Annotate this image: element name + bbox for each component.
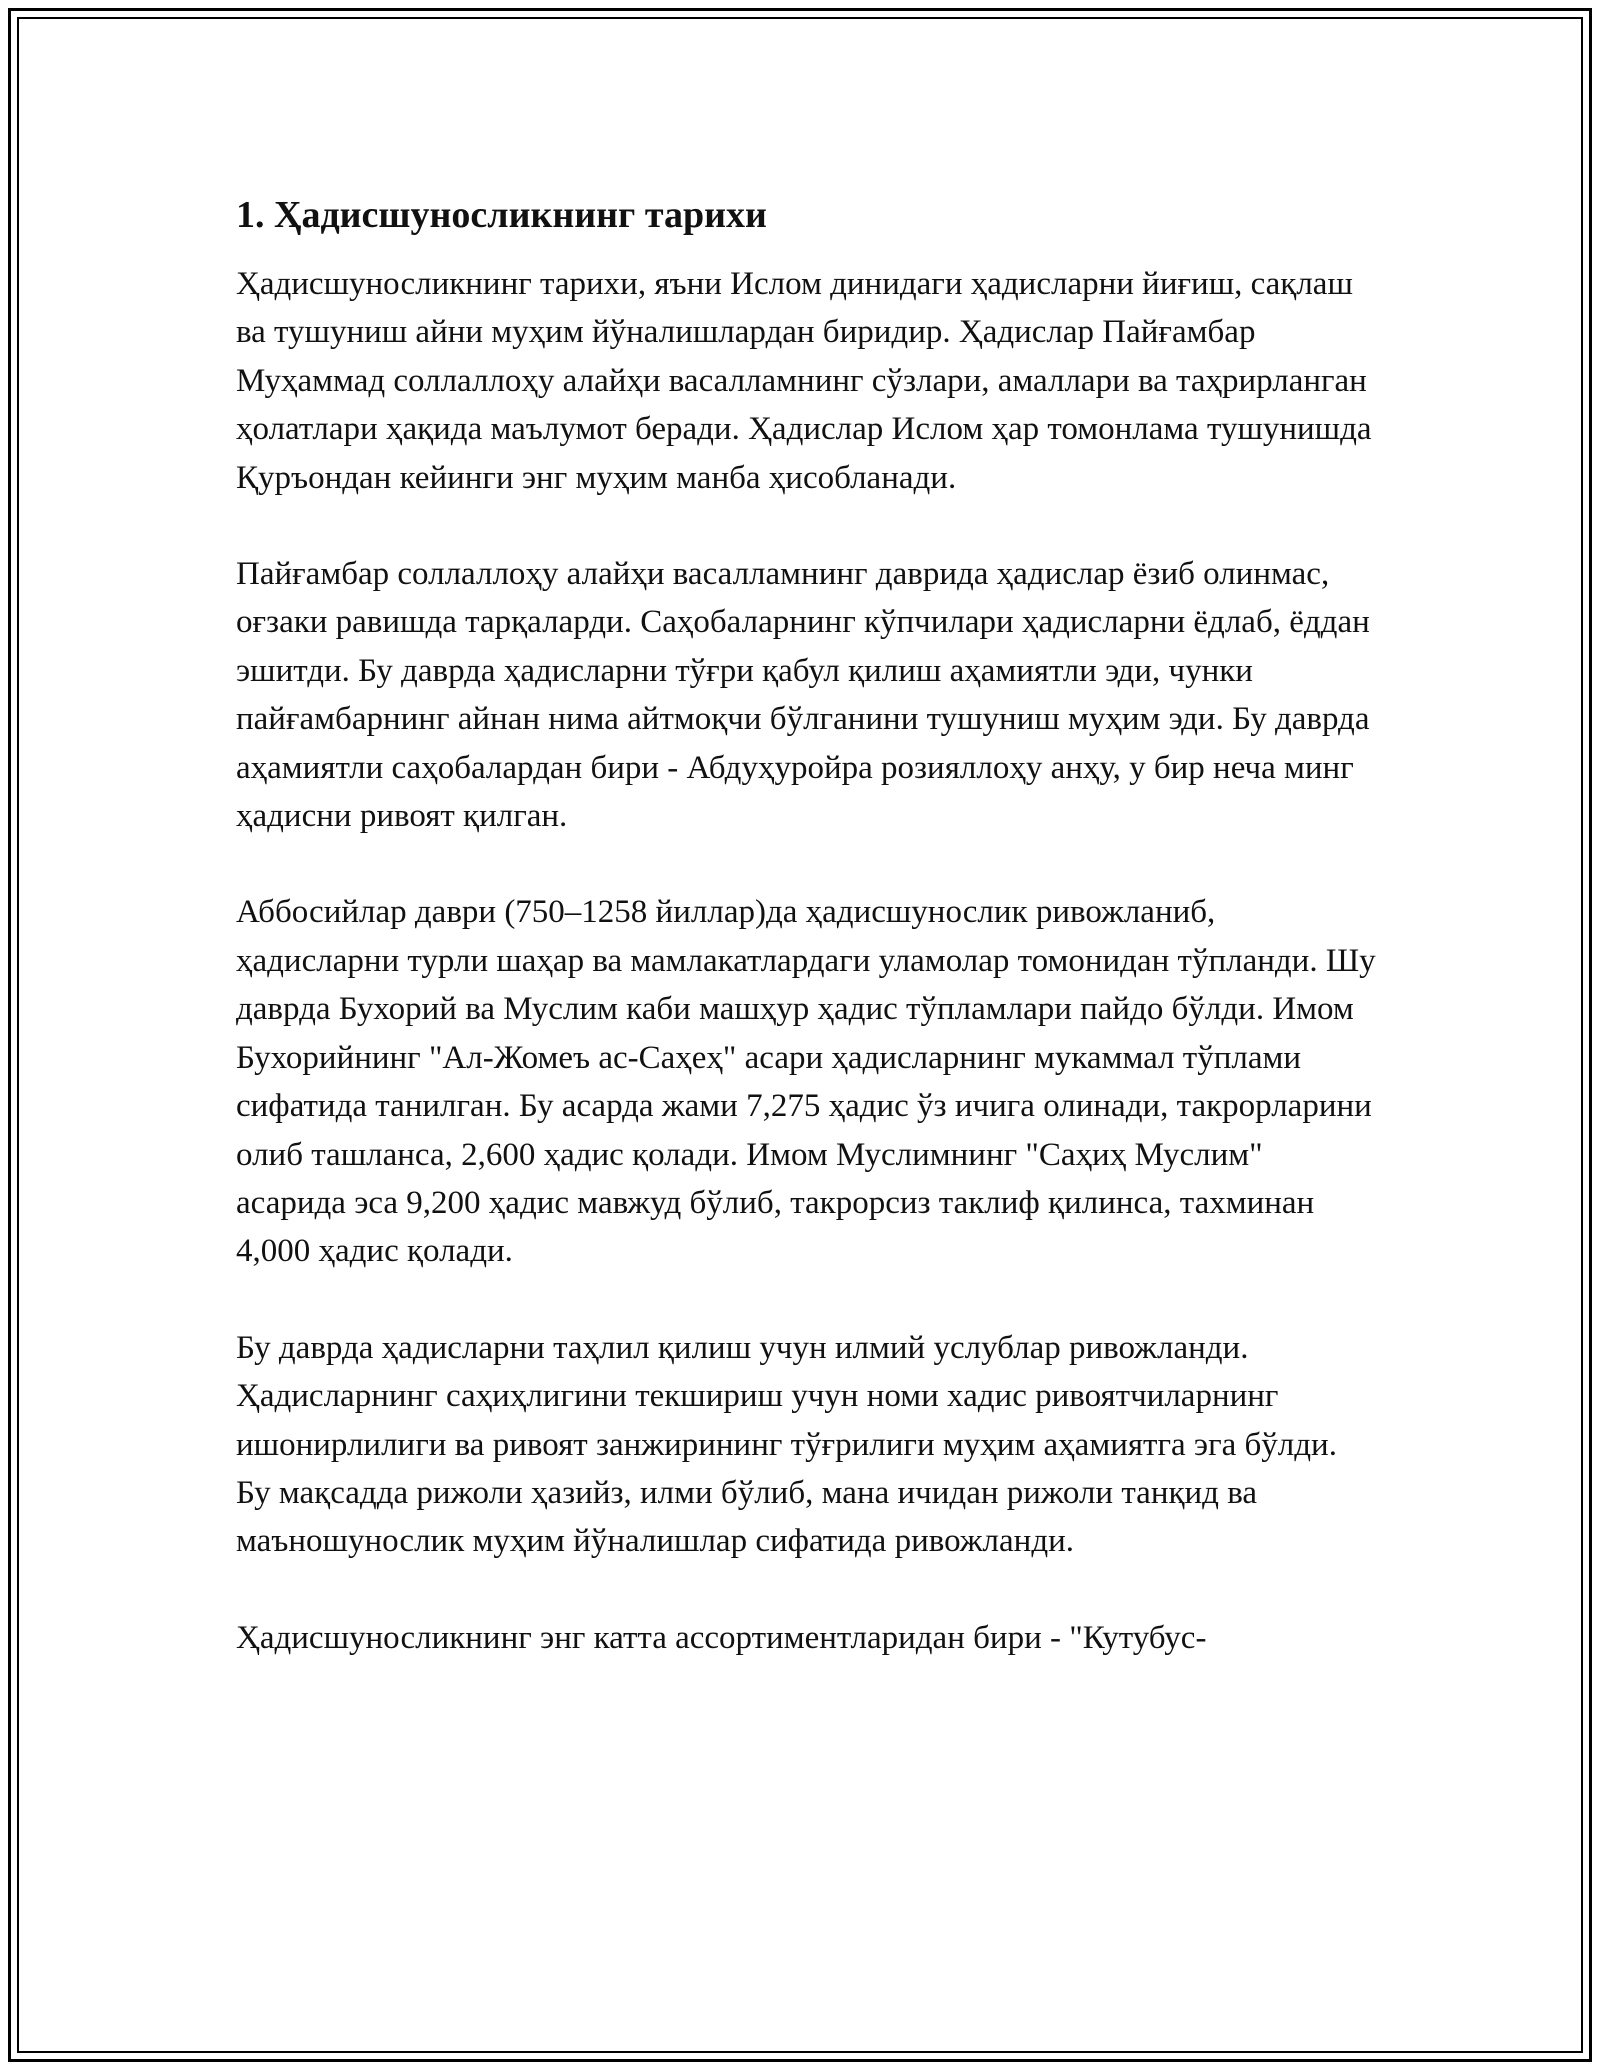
paragraph-2: Пайғамбар соллаллоҳу алайҳи васалламнинг даврида ҳадислар ёзиб олинмас, оғзаки равишда тарқаларди. Саҳобаларнинг кўпчилари ҳадисларни ёдлаб, ёддан эшитди. Бу даврда ҳадисларни тўғри қабул қилиш аҳамиятли эди, чунки пайғамбарнинг айнан нима айтмоқчи бўлганини тушуниш муҳим эди. Бу даврда аҳамиятли саҳобалардан бири - Абдуҳуройра розияллоҳу анҳу, у бир неча минг ҳадисни ривоят қилган. xyxy=(236,556,1370,835)
paragraph-1: Ҳадисшуносликнинг тарихи, яъни Ислом динидаги ҳадисларни йиғиш, сақлаш ва тушуниш айни муҳим йўналишлардан биридир. Ҳадислар Пайғамбар Муҳаммад соллаллоҳу алайҳи васалламнинг сўзлари, амаллари ва таҳрирланган ҳолатлари ҳақида маълумот беради. Ҳадислар Ислом ҳар томонлама тушунишда Қуръондан кейинги энг муҳим манба ҳисобланади. xyxy=(236,266,1372,496)
document-body xyxy=(236,188,1376,1710)
paragraph-3: Аббосийлар даври (750–1258 йиллар)да ҳадисшунослик ривожланиб, ҳадисларни турли шаҳар ва мамлакатлардаги уламолар томонидан тўпланди. Шу даврда Бухорий ва Муслим каби машҳур ҳадис тўпламлари пайдо бўлди. Имом Бухорийнинг "Ал-Жомеъ ас-Саҳеҳ" асари ҳадисларнинг мукаммал тўплами сифатида танилган. Бу асарда жами 7,275 ҳадис ўз ичига олинади, такрорларини олиб ташланса, 2,600 ҳадис қолади. Имом Муслимнинг "Саҳиҳ Муслим" асарида эса 9,200 ҳадис мавжуд бўлиб, такрорсиз таклиф қилинса, тахминан 4,000 ҳадис қолади. xyxy=(236,894,1376,1270)
section-heading: 1. Ҳадисшуносликнинг тарихи xyxy=(236,194,767,236)
paragraph-4: Бу даврда ҳадисларни таҳлил қилиш учун илмий услублар ривожланди. Ҳадисларнинг саҳиҳлигини текшириш учун номи хадис ривоятчиларнинг ишонирлилиги ва ривоят занжирининг тўғрилиги муҳим аҳамиятга эга бўлди. Бу мақсадда рижоли ҳазийз, илми бўлиб, мана ичидан рижоли танқид ва маъношунослик муҳим йўналишлар сифатида ривожланди. xyxy=(236,1329,1337,1560)
paragraph-5: Ҳадисшуносликнинг энг катта ассортиментларидан бири - "Кутубус- xyxy=(236,1619,1207,1656)
